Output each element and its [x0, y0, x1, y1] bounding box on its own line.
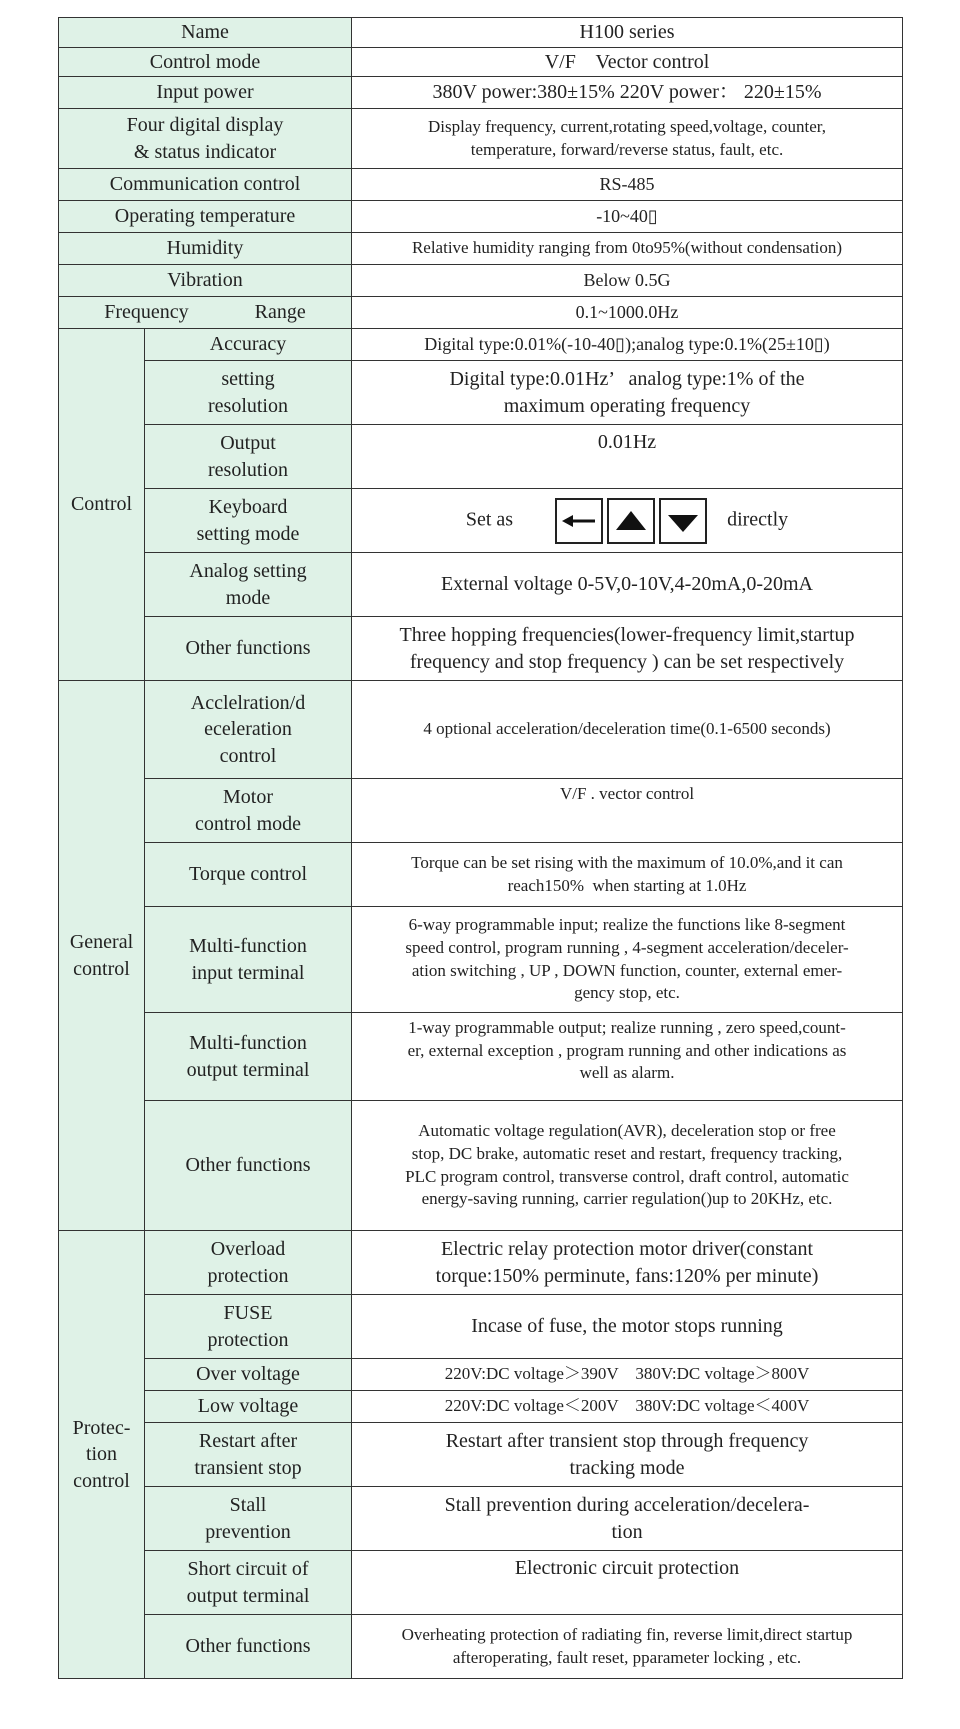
row-frequency: [59, 297, 903, 329]
label-analog-line1: Analog setting: [189, 560, 307, 583]
label-accel-line1: Acclelration/d: [190, 691, 306, 714]
value-protection-other: [352, 1615, 903, 1679]
value-setting-resolution-line2: maximum operating frequency: [503, 394, 751, 417]
value-analog: External voltage 0-5V,0-10V,4-20mA,0-20mA: [352, 553, 903, 617]
value-temperature: -10~40▯: [352, 201, 903, 233]
value-protection-other-line2: afteroperating, fault reset, pparameter locking , etc.: [452, 1647, 802, 1667]
label-control-other: Other functions: [145, 617, 352, 681]
value-accuracy: Digital type:0.01%(-10-40▯);analog type:0.1%(25±10▯): [352, 329, 903, 361]
row-output-terminal: [59, 1013, 903, 1101]
row-vibration: [59, 265, 903, 297]
label-restart-line1: Restart after: [198, 1430, 298, 1453]
row-control-other: [59, 617, 903, 681]
row-general-other: [59, 1101, 903, 1231]
down-triangle-key-icon: [659, 498, 707, 544]
label-keyboard-line2: setting mode: [196, 522, 300, 545]
label-stall-line2: prevention: [205, 1520, 291, 1543]
row-input-power: [59, 77, 903, 109]
label-motor-line2: control mode: [194, 812, 302, 835]
label-communication: Communication control: [59, 169, 352, 201]
value-stall-line2: tion: [611, 1520, 643, 1543]
value-general-other-line4: energy-saving running, carrier regulation()up to 20KHz, etc.: [421, 1189, 833, 1209]
label-accel: [145, 681, 352, 779]
label-humidity: Humidity: [59, 233, 352, 265]
value-input-terminal-line4: gency stop, etc.: [574, 983, 680, 1003]
value-overload: [352, 1231, 903, 1295]
group-general-line2: control: [73, 957, 130, 980]
label-setting-resolution-line2: resolution: [208, 394, 288, 417]
label-overload-line1: Overload: [210, 1238, 286, 1261]
value-torque-line2: reach150% when starting at 1.0Hz: [507, 875, 747, 895]
group-control: Control: [59, 329, 145, 681]
value-input-terminal-line1: 6-way programmable input; realize the functions like 8-segment: [408, 915, 846, 935]
value-stall: [352, 1487, 903, 1551]
row-output-resolution: [59, 425, 903, 489]
value-general-other: [352, 1101, 903, 1231]
label-output-resolution: [145, 425, 352, 489]
row-torque: [59, 843, 903, 907]
value-control-mode: V/F Vector control: [352, 47, 903, 77]
row-accuracy: [59, 329, 903, 361]
label-stall: [145, 1487, 352, 1551]
row-protection-other: [59, 1615, 903, 1679]
label-output-terminal: [145, 1013, 352, 1101]
row-low-voltage: [59, 1391, 903, 1423]
value-torque: [352, 843, 903, 907]
value-protection-other-line1: Overheating protection of radiating fin, reverse limit,direct startup: [401, 1625, 853, 1645]
value-output-terminal: [352, 1013, 903, 1101]
row-over-voltage: [59, 1359, 903, 1391]
value-frequency: 0.1~1000.0Hz: [352, 297, 903, 329]
value-control-other-line2: frequency and stop frequency ) can be set respectively: [409, 650, 845, 673]
value-general-other-line2: stop, DC brake, automatic reset and restart, frequency tracking,: [411, 1144, 843, 1164]
label-setting-resolution: [145, 361, 352, 425]
row-stall: [59, 1487, 903, 1551]
up-triangle-key-icon: [607, 498, 655, 544]
row-control-mode: [59, 47, 903, 77]
value-name: H100 series: [352, 18, 903, 48]
label-frequency-a: Frequency: [104, 301, 189, 324]
value-display-line2: temperature, forward/reverse status, fault, etc.: [470, 139, 784, 159]
value-torque-line1: Torque can be set rising with the maximum of 10.0%,and it can: [411, 853, 843, 873]
row-motor: [59, 779, 903, 843]
row-restart: [59, 1423, 903, 1487]
label-short-circuit: [145, 1551, 352, 1615]
label-protection-other: Other functions: [145, 1615, 352, 1679]
label-name: Name: [59, 18, 352, 48]
value-restart-line2: tracking mode: [569, 1456, 685, 1479]
label-input-terminal-line2: input terminal: [191, 961, 305, 984]
label-overload: [145, 1231, 352, 1295]
label-accel-line3: control: [219, 744, 277, 767]
value-setting-resolution-line1: Digital type:0.01Hz’ analog type:1% of the: [449, 368, 805, 391]
left-arrow-key-icon: [555, 498, 603, 544]
label-input-power: Input power: [59, 77, 352, 109]
label-general-other: Other functions: [145, 1101, 352, 1231]
value-input-terminal-line2: speed control, program running , 4-segment acceleration/deceler-: [405, 938, 849, 958]
value-display-line1: Display frequency, current,rotating speed,voltage, counter,: [427, 117, 827, 137]
value-input-terminal-line3: ation switching , UP , DOWN function, counter, external emer-: [411, 960, 843, 980]
value-accel: 4 optional acceleration/deceleration time(0.1-6500 seconds): [352, 681, 903, 779]
value-general-other-line1: Automatic voltage regulation(AVR), deceleration stop or free: [418, 1121, 836, 1141]
value-short-circuit: Electronic circuit protection: [352, 1551, 903, 1615]
label-fuse-line1: FUSE: [223, 1302, 273, 1325]
label-input-terminal-line1: Multi-function: [189, 935, 307, 958]
label-over-voltage: Over voltage: [145, 1359, 352, 1391]
label-short-circuit-line1: Short circuit of: [187, 1558, 309, 1581]
label-motor-line1: Motor: [223, 786, 273, 809]
value-output-terminal-line3: well as alarm.: [579, 1063, 675, 1083]
value-low-voltage: 220V:DC voltage＜200V 380V:DC voltage＜400V: [352, 1391, 903, 1423]
label-analog: [145, 553, 352, 617]
label-overload-line2: protection: [207, 1264, 289, 1287]
label-restart: [145, 1423, 352, 1487]
group-protection-line2: tion: [85, 1443, 118, 1466]
group-protection-line3: control: [73, 1469, 130, 1492]
label-restart-line2: transient stop: [194, 1456, 302, 1479]
value-output-terminal-line2: er, external exception , program running and other indications as: [407, 1040, 847, 1060]
value-overload-line2: torque:150% perminute, fans:120% per minute): [435, 1264, 819, 1287]
label-output-terminal-line2: output terminal: [186, 1058, 310, 1081]
row-short-circuit: [59, 1551, 903, 1615]
label-motor: [145, 779, 352, 843]
value-output-resolution: 0.01Hz: [352, 425, 903, 489]
group-protection-line1: Protec-: [72, 1416, 131, 1439]
label-display-line2: & status indicator: [133, 140, 277, 163]
label-output-resolution-line1: Output: [220, 432, 276, 455]
label-frequency: [59, 297, 352, 329]
label-fuse: [145, 1295, 352, 1359]
row-display: [59, 109, 903, 169]
label-frequency-b: Range: [254, 301, 306, 324]
value-general-other-line3: PLC program control, transverse control, draft control, automatic: [405, 1166, 849, 1186]
label-control-mode: Control mode: [59, 47, 352, 77]
label-setting-resolution-line1: setting: [221, 368, 275, 391]
label-input-terminal: [145, 907, 352, 1013]
group-general-line1: General: [69, 931, 134, 954]
value-restart: [352, 1423, 903, 1487]
value-overload-line1: Electric relay protection motor driver(constant: [440, 1238, 814, 1261]
label-fuse-line2: protection: [207, 1328, 289, 1351]
label-torque: Torque control: [145, 843, 352, 907]
label-display: [59, 109, 352, 169]
label-analog-line2: mode: [225, 586, 271, 609]
keyboard-prefix: Set as: [465, 508, 514, 531]
row-overload: [59, 1231, 903, 1295]
row-humidity: [59, 233, 903, 265]
label-short-circuit-line2: output terminal: [186, 1584, 310, 1607]
spec-table: [58, 17, 903, 1679]
value-display: [352, 109, 903, 169]
row-analog: [59, 553, 903, 617]
label-accel-line2: eceleration: [204, 718, 292, 741]
value-over-voltage: 220V:DC voltage＞390V 380V:DC voltage＞800V: [352, 1359, 903, 1391]
value-setting-resolution: [352, 361, 903, 425]
row-temperature: [59, 201, 903, 233]
label-output-resolution-line2: resolution: [208, 458, 288, 481]
row-name: [59, 18, 903, 48]
label-keyboard: [145, 489, 352, 553]
label-display-line1: Four digital display: [126, 114, 284, 137]
label-keyboard-line1: Keyboard: [208, 496, 288, 519]
value-restart-line1: Restart after transient stop through frequency: [445, 1430, 809, 1453]
value-motor: V/F . vector control: [352, 779, 903, 843]
row-input-terminal: [59, 907, 903, 1013]
value-input-power: 380V power:380±15% 220V power： 220±15%: [352, 77, 903, 109]
label-stall-line1: Stall: [229, 1494, 267, 1517]
group-general: [59, 681, 145, 1231]
value-output-terminal-line1: 1-way programmable output; realize running , zero speed,count-: [408, 1018, 846, 1038]
label-accuracy: Accuracy: [145, 329, 352, 361]
value-vibration: Below 0.5G: [352, 265, 903, 297]
row-keyboard: [59, 489, 903, 553]
row-accel: [59, 681, 903, 779]
value-keyboard: [352, 489, 903, 553]
value-input-terminal: [352, 907, 903, 1013]
value-stall-line1: Stall prevention during acceleration/decelera-: [444, 1494, 810, 1517]
label-low-voltage: Low voltage: [145, 1391, 352, 1423]
row-setting-resolution: [59, 361, 903, 425]
value-fuse: Incase of fuse, the motor stops running: [352, 1295, 903, 1359]
row-fuse: [59, 1295, 903, 1359]
group-protection: [59, 1231, 145, 1679]
keyboard-suffix: directly: [727, 508, 789, 531]
label-output-terminal-line1: Multi-function: [189, 1032, 307, 1055]
value-communication: RS-485: [352, 169, 903, 201]
row-communication: [59, 169, 903, 201]
value-humidity: Relative humidity ranging from 0to95%(without condensation): [352, 233, 903, 265]
value-control-other: [352, 617, 903, 681]
label-temperature: Operating temperature: [59, 201, 352, 233]
value-control-other-line1: Three hopping frequencies(lower-frequency limit,startup: [399, 624, 855, 647]
label-vibration: Vibration: [59, 265, 352, 297]
